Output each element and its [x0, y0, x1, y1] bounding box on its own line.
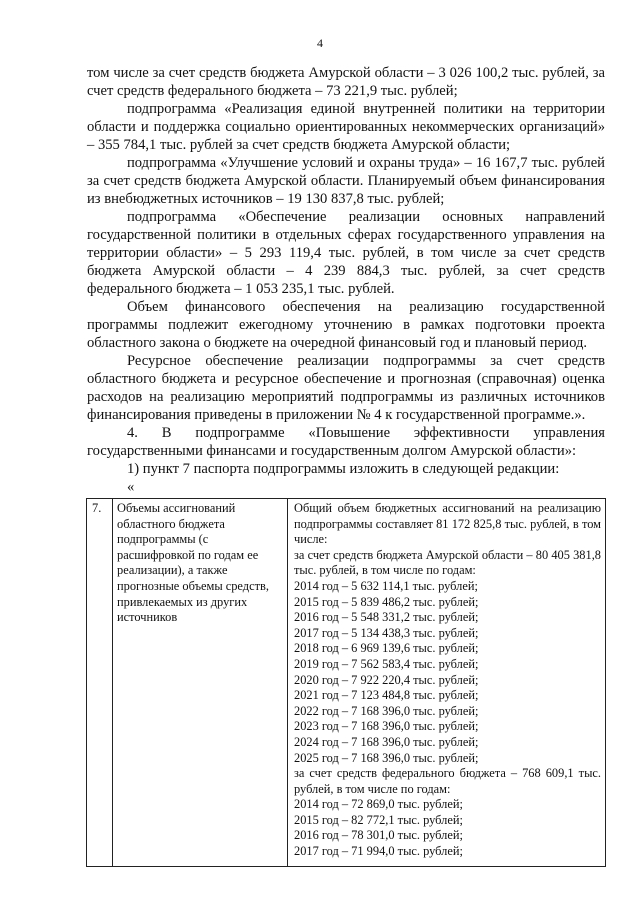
year-amount-line: 2017 год – 5 134 438,3 тыс. рублей;: [294, 625, 479, 640]
year-amount-line: 2016 год – 78 301,0 тыс. рублей;: [294, 828, 463, 843]
row-content: [288, 499, 606, 867]
regional-budget-heading: за счет средств бюджета Амурской области – 80 405 381,8 тыс. рублей, в том числе по годам:: [294, 547, 601, 578]
year-amount-line: 2015 год – 82 772,1 тыс. рублей;: [294, 812, 463, 827]
federal-budget-heading: за счет средств федерального бюджета – 768 609,1 тыс. рублей, в том числе по годам:: [294, 766, 601, 796]
row-number: 7.: [87, 499, 113, 867]
body-text: [87, 64, 605, 496]
page-number: 4: [317, 36, 323, 50]
year-amount-line: 2023 год – 7 168 396,0 тыс. рублей;: [294, 719, 479, 734]
year-amount-line: 2014 год – 72 869,0 тыс. рублей;: [294, 797, 463, 812]
paragraph: подпрограмма «Улучшение условий и охраны труда» – 16 167,7 тыс. рублей за счет средств бюджета Амурской области. Планируемый объем финансирования из внебюджетных источников – 19 130 837,8 тыс. рублей;: [87, 155, 605, 207]
paragraph: подпрограмма «Реализация единой внутренней политики на территории области и поддержка социально ориентированных некоммерческих организаций» – 355 784,1 тыс. рублей за счет средств бюджета Амурской области;: [87, 101, 605, 153]
table-row: [87, 499, 606, 867]
year-amount-line: 2017 год – 71 994,0 тыс. рублей;: [294, 844, 463, 859]
paragraph: «: [127, 479, 135, 495]
year-amount-line: 2025 год – 7 168 396,0 тыс. рублей;: [294, 750, 479, 765]
year-amount-line: 2019 год – 7 562 583,4 тыс. рублей;: [294, 656, 479, 671]
year-amount-line: 2015 год – 5 839 486,2 тыс. рублей;: [294, 594, 479, 609]
regional-years-list: [294, 579, 601, 766]
year-amount-line: 2016 год – 5 548 331,2 тыс. рублей;: [294, 610, 479, 625]
paragraph: Ресурсное обеспечение реализации подпрограммы за счет средств областного бюджета и ресурсное обеспечение и прогнозная (справочная) оценка расходов на реализацию мероприятий подпрограммы из различных источников финансирования приведены в приложении № 4 к государственной программе.».: [87, 353, 605, 423]
row-label: Объемы ассигнований областного бюджета подпрограммы (с расшифровкой по годам ее реализации), а также прогнозные объемы средств, привлекаемых из других источников: [113, 499, 288, 867]
year-amount-line: 2024 год – 7 168 396,0 тыс. рублей;: [294, 734, 479, 749]
paragraph: подпрограмма «Обеспечение реализации основных направлений государственной политики в отдельных сферах государственного управления на территории области» – 5 293 119,4 тыс. рублей, в том числе за счет средств бюджета Амурской области – 4 239 884,3 тыс. рублей, за счет средств федерального бюджета – 1 053 235,1 тыс. рублей.: [87, 209, 605, 297]
paragraph: 4. В подпрограмме «Повышение эффективности управления государственными финансами и государственным долгом Амурской области»:: [87, 425, 605, 459]
year-amount-line: 2014 год – 5 632 114,1 тыс. рублей;: [294, 578, 478, 593]
year-amount-line: 2021 год – 7 123 484,8 тыс. рублей;: [294, 688, 479, 703]
paragraph: том числе за счет средств бюджета Амурской области – 3 026 100,2 тыс. рублей, за счет средств федерального бюджета – 73 221,9 тыс. рублей;: [87, 65, 605, 99]
year-amount-line: 2018 год – 6 969 139,6 тыс. рублей;: [294, 641, 479, 656]
year-amount-line: 2022 год – 7 168 396,0 тыс. рублей;: [294, 703, 479, 718]
passport-table: [86, 498, 606, 867]
funding-intro: Общий объем бюджетных ассигнований на реализацию подпрограммы составляет 81 172 825,8 тыс. рублей, в том числе:: [294, 501, 601, 547]
year-amount-line: 2020 год – 7 922 220,4 тыс. рублей;: [294, 672, 479, 687]
federal-years-list: [294, 797, 601, 859]
paragraph: Объем финансового обеспечения на реализацию государственной программы подлежит ежегодному уточнению в рамках подготовки проекта областного закона о бюджете на очередной финансовый год и плановый период.: [87, 299, 605, 351]
paragraph: 1) пункт 7 паспорта подпрограммы изложить в следующей редакции:: [127, 461, 560, 477]
